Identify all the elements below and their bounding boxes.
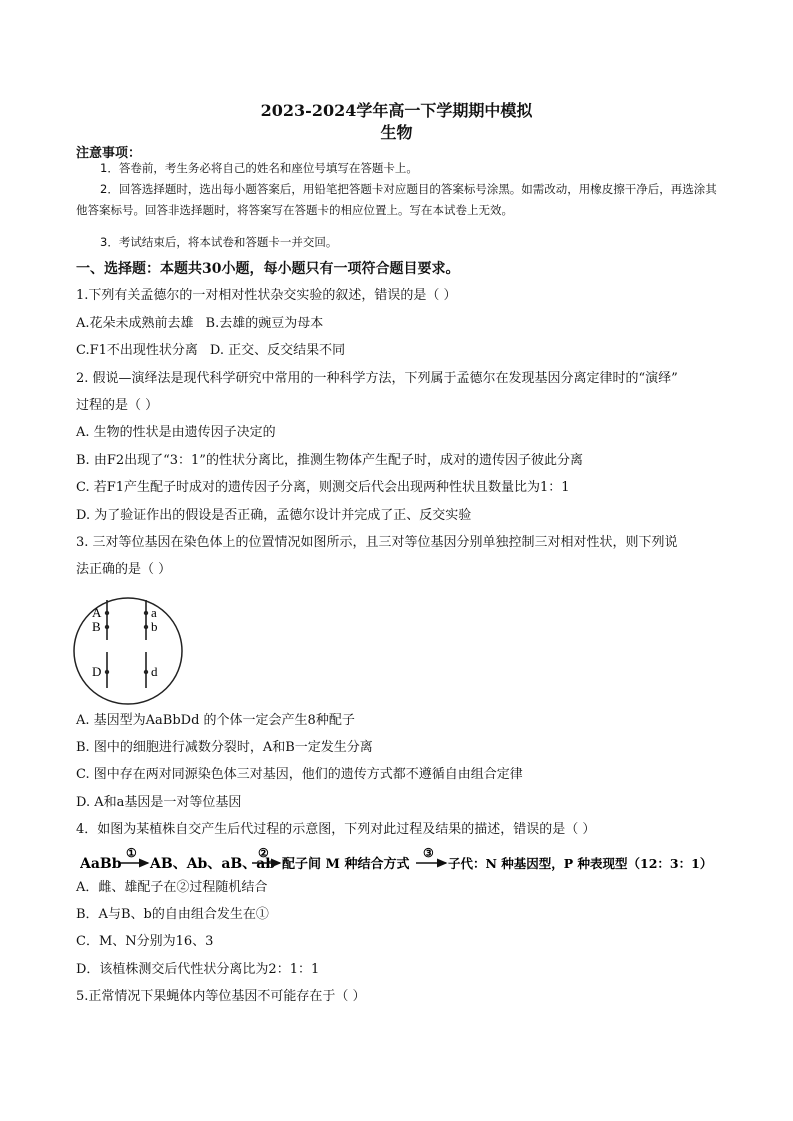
q3-option-c: C. 图中存在两对同源染色体三对基因，他们的遗传方式都不遵循自由组合定律 xyxy=(76,767,523,782)
notice-item-3-text: 3．考试结束后，将本试卷和答题卡一并交回。 xyxy=(100,235,338,249)
process-flow-diagram xyxy=(80,844,730,876)
q1-option-b: B.去雄的豌豆为母本 xyxy=(205,316,324,331)
notice-item-2 xyxy=(76,179,721,221)
q1-options-row-1 xyxy=(76,314,726,334)
notice-item-2-text: 2．回答选择题时，选出每小题答案后，用铅笔把答题卡对应题目的答案标号涂黑。如需改动，用橡皮擦干净后，再选涂其他答案标号。回答非选择题时，将答案写在答题卡的相应位置上。写在本试卷上无效。 xyxy=(76,182,717,217)
locus-a xyxy=(144,611,148,615)
flow-step-1: ① xyxy=(126,846,137,860)
flow-end: 子代：N 种基因型，P 种表现型（12：3：1） xyxy=(448,856,713,871)
q3-stem-line-2: 法正确的是（ ） xyxy=(76,562,172,577)
q3-option-a: A. 基因型为AaBbDd 的个体一定会产生8种配子 xyxy=(76,713,355,728)
exam-subject: 生物 xyxy=(380,123,413,142)
label-a: a xyxy=(151,605,157,620)
q2-stem-line-1: 2. 假说—演绎法是现代科学研究中常用的一种科学方法，下列属于孟德尔在发现基因分离定律时的“演绎” xyxy=(76,371,678,386)
locus-d xyxy=(144,670,148,674)
q1-option-a: A.花朵未成熟前去雄 xyxy=(76,316,194,331)
q3-option-d: D. A和a基因是一对等位基因 xyxy=(76,795,242,810)
q1-options-row-2 xyxy=(76,341,726,361)
label-D: D xyxy=(92,664,102,679)
flow-step-3: ③ xyxy=(423,846,434,860)
chromosome-diagram xyxy=(72,596,184,706)
locus-B xyxy=(105,625,109,629)
q4-option-a: A．雌、雄配子在②过程随机结合 xyxy=(76,880,268,895)
flow-step-2: ② xyxy=(258,846,269,860)
q1-option-c: C.F1不出现性状分离 xyxy=(76,343,198,358)
locus-D xyxy=(105,670,109,674)
label-b: b xyxy=(151,619,158,634)
q3-stem-line-1: 3. 三对等位基因在染色体上的位置情况如图所示，且三对等位基因分别单独控制三对相对性状，则下列说 xyxy=(76,535,678,550)
q4-option-d: D．该植株测交后代性状分离比为2：1：1 xyxy=(76,962,320,977)
notice-item-1-text: 1．答卷前，考生务必将自己的姓名和座位号填写在答题卡上。 xyxy=(100,161,418,175)
cell-outline xyxy=(74,598,182,704)
q1-option-d: D. 正交、反交结果不同 xyxy=(209,343,346,358)
label-A: A xyxy=(92,605,102,620)
q5-stem: 5.正常情况下果蝇体内等位基因不可能存在于（ ） xyxy=(76,989,366,1004)
locus-b xyxy=(144,625,148,629)
q2-stem-line-2: 过程的是（ ） xyxy=(76,398,159,413)
flow-gametes: AB、Ab、aB、ab xyxy=(150,856,276,872)
q1-stem: 1.下列有关孟德尔的一对相对性状杂交实验的叙述，错误的是（ ） xyxy=(76,288,457,303)
notice-heading: 注意事项： xyxy=(76,146,142,161)
notice-item-1 xyxy=(76,158,721,179)
exam-title: 2023-2024学年高一下学期期中模拟 xyxy=(260,101,533,120)
flow-middle: 配子间 M 种结合方式 xyxy=(282,857,410,872)
q3-option-b: B. 图中的细胞进行减数分裂时，A和B一定发生分离 xyxy=(76,740,373,755)
label-B: B xyxy=(92,619,101,634)
q4-option-b: B．A与B、b的自由组合发生在① xyxy=(76,907,269,922)
flow-start: AaBb xyxy=(80,856,122,872)
locus-A xyxy=(105,611,109,615)
section-heading: 一、选择题：本题共30小题，每小题只有一项符合题目要求。 xyxy=(76,261,460,277)
q4-option-c: C．M、N分别为16、3 xyxy=(76,934,214,949)
q2-option-a: A. 生物的性状是由遗传因子决定的 xyxy=(76,425,276,440)
label-d: d xyxy=(151,664,158,679)
q2-option-b: B. 由F2出现了“3：1”的性状分离比，推测生物体产生配子时，成对的遗传因子彼此分离 xyxy=(76,453,583,468)
notice-item-3 xyxy=(76,232,721,253)
q4-stem: 4．如图为某植株自交产生后代过程的示意图，下列对此过程及结果的描述，错误的是（ ） xyxy=(76,822,596,837)
q2-option-d: D. 为了验证作出的假设是否正确，孟德尔设计并完成了正、反交实验 xyxy=(76,508,472,523)
q2-option-c: C. 若F1产生配子时成对的遗传因子分离，则测交后代会出现两种性状且数量比为1：1 xyxy=(76,480,570,495)
